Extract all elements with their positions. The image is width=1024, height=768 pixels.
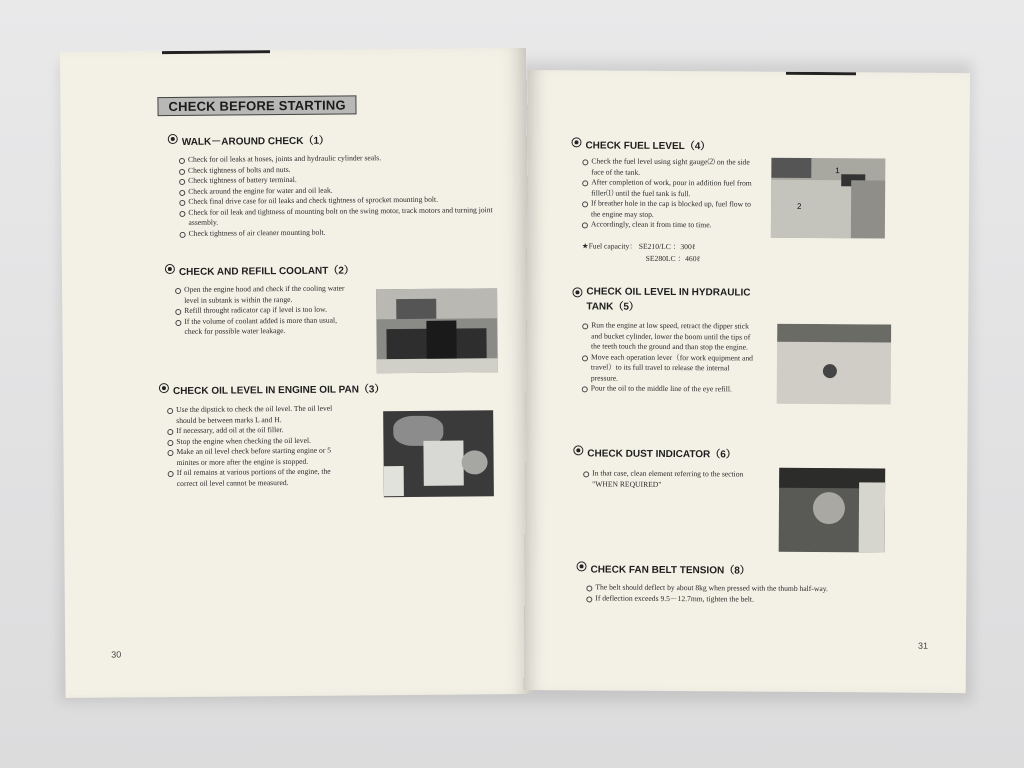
section-title-walkaround: WALK－AROUND CHECK（1） (168, 132, 329, 148)
target-bullet-icon (159, 383, 169, 393)
list-item: Check around the engine for water and oil leak. (179, 183, 519, 196)
target-bullet-icon (165, 264, 175, 274)
page-number: 30 (111, 649, 122, 660)
hydraulic-photo (777, 324, 892, 405)
list-item: After completion of work, pour in addition fuel from filler⑴ until the fuel tank is full. (582, 177, 752, 199)
target-bullet-icon (573, 445, 583, 455)
binding-mark (162, 50, 270, 54)
list-item: Check tightness of bolts and nuts. (179, 162, 519, 175)
engine-oil-photo (383, 410, 494, 497)
coolant-photo (376, 288, 498, 373)
fuel-capacity: ★Fuel capacity： SE210/LC ：300ℓ SE280LC ：460ℓ (581, 241, 701, 264)
section-title-engine-oil: CHECK OIL LEVEL IN ENGINE OIL PAN（3） (159, 380, 385, 397)
target-bullet-icon (571, 137, 581, 147)
hydraulic-list (582, 320, 755, 395)
dust-photo (779, 468, 886, 553)
list-item: If necessary, add oil at the oil filler. (167, 425, 337, 437)
fuel-photo (771, 158, 886, 239)
page-number: 31 (917, 640, 929, 651)
list-item: If breather hole in the cap is blocked up, fuel flow to the engine may stop. (582, 198, 752, 220)
coolant-list (175, 284, 345, 338)
list-item: Run the engine at low speed, retract the dipper stick and bucket cylinder, lower the boom until the tips of the teeth touch the ground and than stop the engine. (582, 320, 754, 353)
list-item: Make an oil level check before starting engine or 5 minites or more after the engine is stopped. (167, 446, 337, 468)
right-page (524, 70, 970, 693)
target-bullet-icon (168, 134, 178, 144)
list-item: If oil remains at various portions of the engine, the correct oil level cannot be measured. (168, 467, 338, 489)
fan-belt-list (586, 582, 916, 605)
list-item: Move each operation lever（for work equipment and travel）to its full travel to release the internal pressure. (582, 352, 754, 385)
dust-list (583, 468, 755, 490)
left-page (60, 48, 532, 698)
section-title-coolant: CHECK AND REFILL COOLANT（2） (165, 261, 354, 278)
section-title-fuel: CHECK FUEL LEVEL（4） (571, 136, 710, 152)
list-item: Check tightness of air cleaner mounting bolt. (180, 225, 520, 238)
fuel-list (582, 156, 753, 231)
list-item: Stop the engine when checking the oil level. (167, 435, 337, 447)
target-bullet-icon (572, 287, 582, 297)
list-item: Use the dipstick to check the oil level. The oil level should be between marks L and H. (167, 404, 337, 426)
list-item: In that case, clean element referring to the section "WHEN REQUIRED" (583, 468, 755, 490)
engine-oil-list (167, 404, 338, 489)
section-title-dust: CHECK DUST INDICATOR（6） (573, 444, 736, 460)
list-item: The belt should deflect by about 8kg when pressed with the thumb half-way. (586, 582, 916, 595)
photo-label-2: 2 (797, 201, 802, 211)
list-item: If deflection exceeds 9.5－12.7mm, tighten the belt. (586, 593, 916, 606)
list-item: Check for oil leaks at hoses, joints and hydraulic cylinder seals. (179, 152, 519, 165)
walkaround-list (179, 152, 520, 239)
list-item: Check the fuel level using sight gauge⑵ on the side face of the tank. (582, 156, 752, 178)
target-bullet-icon (577, 561, 587, 571)
photo-label-1: 1 (835, 166, 840, 176)
list-item: Open the engine hood and check if the cooling water level in subtank is within the range. (175, 284, 345, 306)
list-item: Refill throught radicator cap if level is too low. (175, 305, 345, 317)
section-title-fan-belt: CHECK FAN BELT TENSION（8） (576, 560, 749, 576)
list-item: Check for oil leak and tightness of mounting bolt on the swing motor, track motors and turning joint assembly. (179, 204, 519, 228)
list-item: Pour the oil to the middle line of the eye refill. (582, 383, 754, 395)
binding-mark (786, 72, 856, 75)
list-item: Check tightness of battery terminal. (179, 173, 519, 186)
list-item: Check final drive case for oil leaks and check tightness of sprocket mounting bolt. (179, 194, 519, 207)
list-item: If the volume of coolant added is more than usual, check for possible water leakage. (175, 315, 345, 337)
section-title-hydraulic: CHECK OIL LEVEL IN HYDRAULIC TANK（5） (572, 286, 762, 313)
page-banner: CHECK BEFORE STARTING (157, 95, 356, 116)
list-item: Accordingly, clean it from time to time. (582, 219, 752, 231)
